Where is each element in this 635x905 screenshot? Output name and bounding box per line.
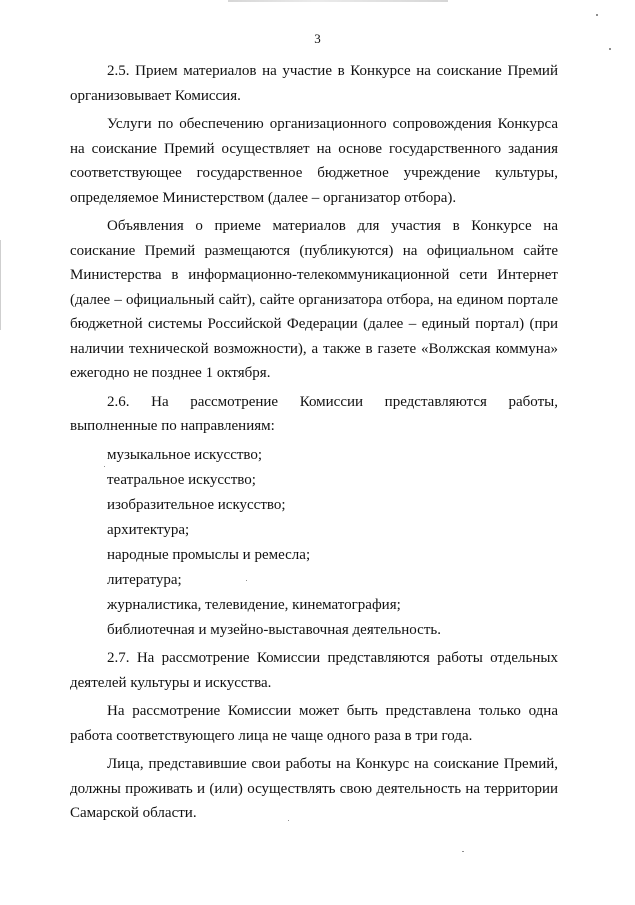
list-item: литература; — [107, 571, 182, 588]
paragraph-2-7: 2.7. На рассмотрение Комиссии представляются работы отдельных деятелей культуры и искусства. — [70, 650, 558, 691]
scan-speck — [596, 14, 598, 16]
page-number: 3 — [314, 31, 321, 46]
paragraph-announcements: Объявления о приеме материалов для участия в Конкурсе на соискание Премий размещаются (публикуются) на официальном сайте Министерства в информационно-телекоммуникационной сети Интернет (далее – официальный сайт), сайте организатора отбора, на едином портале бюджетной системы Российской Федерации (далее – единый портал) (при наличии технической возможности), а также в газете «Волжская коммуна» ежегодно не позднее 1 октября. — [70, 218, 558, 381]
list-item: библиотечная и музейно-выставочная деятельность. — [107, 621, 441, 638]
directions-list — [70, 443, 558, 643]
list-item: изобразительное искусство; — [107, 496, 286, 513]
scan-speck — [462, 851, 464, 852]
list-item: архитектура; — [107, 521, 190, 538]
paragraph-2-5: 2.5. Прием материалов на участие в Конкурсе на соискание Премий организовывает Комиссия. — [70, 63, 558, 104]
list-item: журналистика, телевидение, кинематография; — [107, 596, 401, 613]
scan-left-edge — [0, 240, 1, 330]
scan-speck — [104, 466, 105, 467]
document-body — [70, 59, 558, 830]
scan-top-edge — [228, 0, 448, 2]
list-item: театральное искусство; — [107, 471, 256, 488]
list-item: музыкальное искусство; — [107, 446, 263, 463]
paragraph-services: Услуги по обеспечению организационного сопровождения Конкурса на соискание Премий осуществляет на основе государственного задания соответствующее государственное бюджетное учреждение культуры, определяемое Министерством (далее – организатор отбора). — [70, 116, 558, 206]
paragraph-residence: Лица, представившие свои работы на Конкурс на соискание Премий, должны проживать и (или) осуществлять свою деятельность на территории Самарской области. — [70, 756, 558, 821]
paragraph-frequency: На рассмотрение Комиссии может быть представлена только одна работа соответствующего лица не чаще одного раза в три года. — [70, 703, 558, 744]
paragraph-2-6: 2.6. На рассмотрение Комиссии представляются работы, выполненные по направлениям: — [70, 393, 558, 434]
list-item: народные промыслы и ремесла; — [107, 546, 311, 563]
scan-speck — [609, 48, 611, 50]
scan-speck — [288, 820, 289, 821]
scan-speck — [246, 580, 247, 581]
